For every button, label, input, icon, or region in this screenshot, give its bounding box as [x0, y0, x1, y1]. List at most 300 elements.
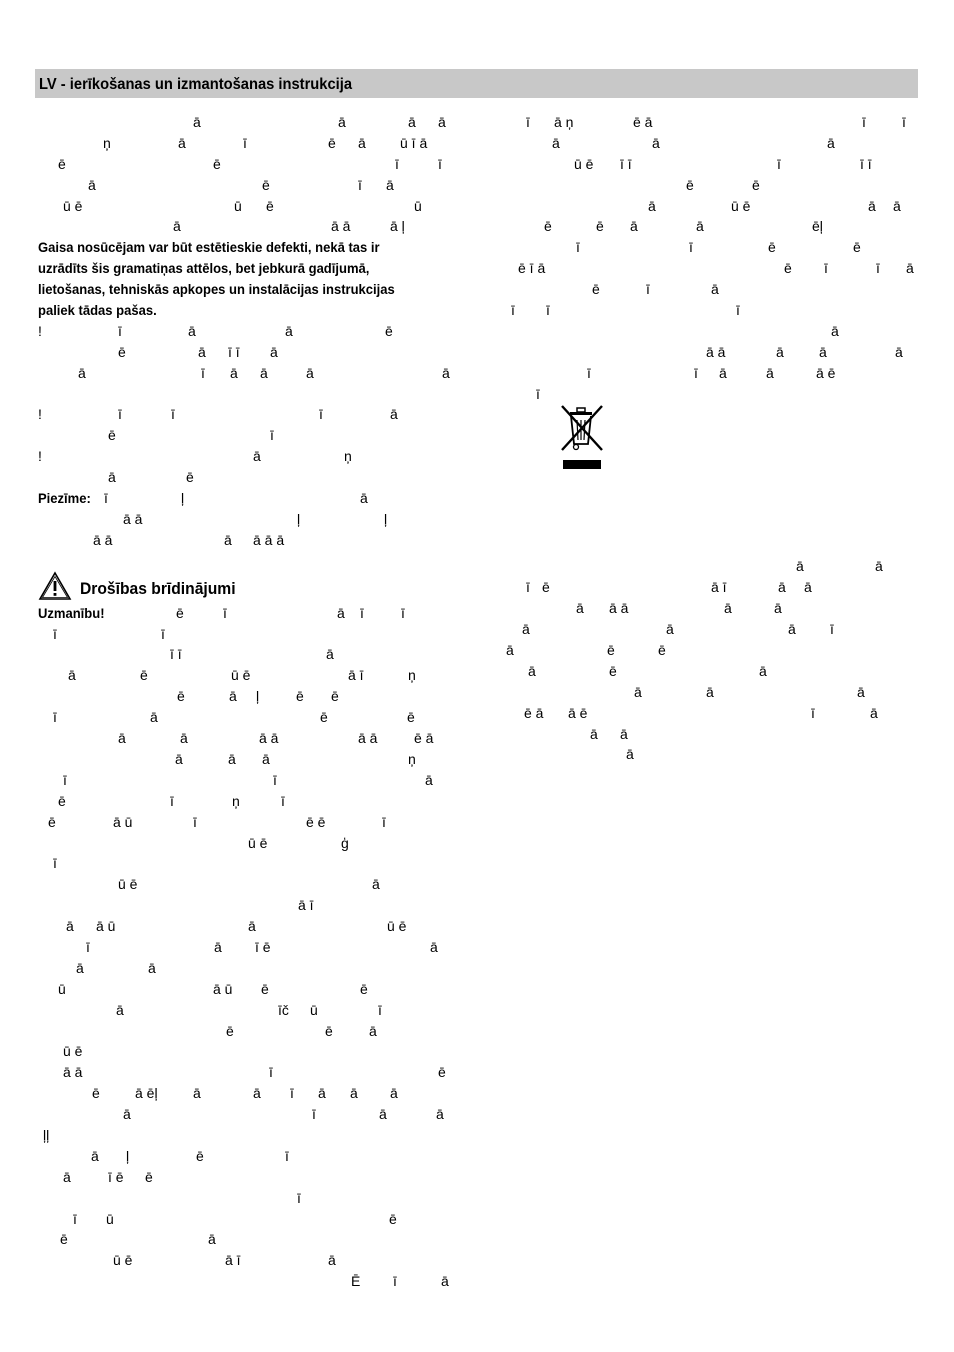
text-line: [38, 363, 453, 384]
text-fragment: ā: [906, 260, 914, 277]
text-fragment: ū ē: [113, 1252, 133, 1269]
text-fragment: ā ā: [259, 730, 279, 747]
text-fragment: ī: [393, 1273, 397, 1290]
text-line: [38, 603, 453, 624]
text-fragment: ū ē: [731, 197, 751, 214]
text-fragment: ģ: [341, 834, 349, 851]
text-fragment: ē: [389, 1210, 397, 1227]
text-fragment: īč: [278, 1001, 289, 1018]
text-line: [38, 1167, 453, 1188]
text-fragment: ī: [171, 406, 175, 423]
text-fragment: ē: [360, 980, 368, 997]
text-fragment: ā: [390, 406, 398, 423]
text-fragment: ā: [180, 730, 188, 747]
text-fragment: ā: [372, 876, 380, 893]
warnings-block: [38, 603, 453, 1292]
text-fragment: ī: [438, 155, 442, 172]
text-fragment: ī: [53, 625, 57, 642]
text-line: [506, 598, 918, 619]
section-title: Drošības brīdinājumi: [80, 578, 236, 598]
text-fragment: ā: [150, 709, 158, 726]
text-fragment: ā: [778, 579, 786, 596]
text-fragment: ā: [774, 600, 782, 617]
text-fragment: ā ī: [298, 897, 314, 914]
text-fragment: ā ā: [123, 510, 143, 527]
text-fragment: ū ē: [63, 197, 83, 214]
text-fragment: ī: [526, 114, 530, 130]
text-line: [38, 112, 453, 133]
inline-label: Uzmanību!: [38, 604, 105, 621]
text-line: [38, 1229, 453, 1250]
text-fragment: ā: [893, 197, 901, 214]
text-line: [506, 279, 918, 300]
text-fragment: ī: [401, 604, 405, 621]
text-fragment: ī: [546, 302, 550, 319]
text-fragment: ē: [407, 709, 415, 726]
text-fragment: ā: [719, 364, 727, 381]
text-line: [38, 624, 453, 645]
text-fragment: ī: [118, 322, 122, 339]
text-line: [506, 363, 918, 384]
section-header-bar: [35, 69, 918, 98]
text-fragment: ī: [736, 302, 740, 319]
text-fragment: ī: [201, 364, 205, 381]
text-fragment: ī ī: [170, 646, 182, 663]
text-fragment: ū ē: [118, 876, 138, 893]
text-fragment: ā: [118, 730, 126, 747]
text-fragment: ā: [230, 364, 238, 381]
text-fragment: ē: [262, 176, 270, 193]
text-fragment: ī: [536, 385, 540, 402]
text-fragment: ē: [752, 176, 760, 193]
text-fragment: ņ: [103, 134, 111, 151]
text-line: [38, 874, 453, 895]
text-fragment: ā: [193, 1085, 201, 1102]
text-fragment: ē: [266, 197, 274, 214]
text-fragment: ī ī: [228, 343, 240, 360]
text-fragment: ā: [108, 469, 116, 486]
text-line: [38, 488, 453, 509]
text-fragment: ā: [386, 176, 394, 193]
text-fragment: ī: [243, 134, 247, 151]
text-fragment: ī: [161, 625, 165, 642]
text-fragment: ē: [177, 688, 185, 705]
text-fragment: ē ā: [414, 730, 434, 747]
text-fragment: ā: [819, 343, 827, 360]
text-fragment: ī: [830, 621, 834, 638]
text-fragment: ī: [118, 406, 122, 423]
text-line: [38, 1271, 453, 1292]
text-fragment: ā: [178, 134, 186, 151]
text-fragment: ē: [658, 642, 666, 659]
text-fragment: ā: [208, 1231, 216, 1248]
text-fragment: ā: [78, 364, 86, 381]
section-header-title: LV - ierīkošanas un izmantošanas instrukcija: [39, 76, 353, 93]
text-fragment: ā: [229, 688, 237, 705]
text-line: [38, 467, 453, 488]
text-fragment: ū ē: [574, 155, 594, 172]
text-fragment: ē: [853, 239, 861, 256]
text-fragment: ā: [706, 683, 714, 700]
text-fragment: ļ: [384, 510, 388, 527]
text-fragment: ā ī: [348, 667, 364, 684]
text-fragment: ū: [58, 980, 66, 997]
text-fragment: ē: [213, 155, 221, 172]
text-fragment: ī ē: [108, 1168, 124, 1185]
text-fragment: ā: [148, 959, 156, 976]
text-fragment: ā: [696, 218, 704, 235]
text-fragment: ē: [58, 792, 66, 809]
text-fragment: ā ā ā: [253, 531, 285, 548]
text-fragment: ā: [253, 1085, 261, 1102]
text-fragment: ņ: [408, 750, 416, 767]
text-fragment: ā ēļ: [135, 1085, 158, 1102]
text-fragment: ē: [331, 688, 339, 705]
text-fragment: ā ā: [331, 218, 351, 235]
text-fragment: ē: [58, 155, 66, 172]
text-fragment: ī: [86, 938, 90, 955]
disposal-paragraph: [506, 556, 918, 765]
text-fragment: ā: [66, 918, 74, 935]
text-fragment: ā ā: [706, 343, 726, 360]
text-fragment: ā ā: [93, 531, 113, 548]
text-fragment: ā: [360, 490, 368, 507]
text-fragment: ā: [442, 364, 450, 381]
text-fragment: ī: [285, 1147, 289, 1164]
text-line: [38, 707, 453, 728]
text-fragment: !: [38, 322, 42, 339]
text-fragment: ē: [596, 218, 604, 235]
text-fragment: ī: [63, 771, 67, 788]
text-fragment: ī: [223, 604, 227, 621]
text-fragment: ā: [379, 1106, 387, 1123]
text-fragment: ā: [338, 114, 346, 130]
text-fragment: ā: [831, 322, 839, 339]
text-fragment: ā: [123, 1106, 131, 1123]
text-line: [506, 321, 918, 342]
text-fragment: ļ: [297, 510, 301, 527]
text-fragment: ē ē: [306, 813, 326, 830]
text-fragment: ā ī: [711, 579, 727, 596]
text-fragment: ū ē: [231, 667, 251, 684]
text-fragment: ā: [576, 600, 584, 617]
text-fragment: ī: [777, 155, 781, 172]
text-line: [506, 342, 918, 363]
text-fragment: ā: [724, 600, 732, 617]
text-fragment: ņ: [344, 448, 352, 465]
text-fragment: ā: [328, 1252, 336, 1269]
text-line: [38, 1021, 453, 1042]
text-fragment: ē: [768, 239, 776, 256]
text-fragment: ā: [857, 683, 865, 700]
bold-line: uzrādīts šis gramatiņas attēlos, bet jebkurā gadījumā,: [38, 260, 370, 277]
text-fragment: ā: [620, 725, 628, 742]
text-fragment: ļ: [181, 490, 185, 507]
text-fragment: ē: [60, 1231, 68, 1248]
text-fragment: ē: [196, 1147, 204, 1164]
text-fragment: ū ē: [248, 834, 268, 851]
left-column: [38, 112, 453, 1292]
text-fragment: ē ā: [633, 114, 653, 130]
text-fragment: ī: [273, 771, 277, 788]
text-fragment: ā: [895, 343, 903, 360]
text-fragment: ē: [609, 662, 617, 679]
text-fragment: ā: [285, 322, 293, 339]
text-fragment: ā: [634, 683, 642, 700]
text-fragment: ā: [590, 725, 598, 742]
text-line: [506, 133, 918, 154]
text-line: [38, 1146, 453, 1167]
text-line: [38, 530, 453, 551]
text-fragment: ēļ: [812, 218, 823, 235]
text-line: [38, 958, 453, 979]
text-fragment: ē: [385, 322, 393, 339]
text-fragment: ē ī ā: [518, 260, 546, 277]
text-line: [38, 1125, 453, 1146]
right-paragraph: [506, 112, 918, 404]
text-fragment: ā: [318, 1085, 326, 1102]
text-fragment: ē: [226, 1022, 234, 1039]
text-fragment: ī: [360, 604, 364, 621]
text-fragment: ā: [827, 134, 835, 151]
text-fragment: ē: [296, 688, 304, 705]
text-fragment: ī: [378, 1001, 382, 1018]
text-line: [38, 404, 453, 425]
text-fragment: ā: [759, 662, 767, 679]
text-fragment: ā: [528, 662, 536, 679]
text-fragment: ā: [253, 448, 261, 465]
text-fragment: ī: [312, 1106, 316, 1123]
text-line: [506, 577, 918, 598]
text-fragment: ā: [666, 621, 674, 638]
text-line: [506, 556, 918, 577]
text-line: [38, 1041, 453, 1062]
text-line: [38, 665, 453, 686]
text-line: [506, 216, 918, 237]
text-fragment: ā: [630, 218, 638, 235]
text-line: [506, 661, 918, 682]
text-line: [38, 446, 453, 467]
text-fragment: ā: [648, 197, 656, 214]
text-fragment: ē: [686, 176, 694, 193]
text-fragment: ā ā: [358, 730, 378, 747]
text-fragment: ā: [262, 750, 270, 767]
text-line: [506, 196, 918, 217]
text-fragment: ā: [88, 176, 96, 193]
text-fragment: !: [38, 448, 42, 465]
text-fragment: ā: [91, 1147, 99, 1164]
text-fragment: ī ī: [860, 155, 872, 172]
text-fragment: ā: [408, 114, 416, 130]
text-line: [38, 175, 453, 196]
text-line: [38, 916, 453, 937]
text-fragment: ā: [390, 1085, 398, 1102]
text-line: [38, 216, 453, 237]
text-fragment: ā: [711, 281, 719, 298]
text-line: [506, 154, 918, 175]
text-line: [506, 724, 918, 745]
text-fragment: Ē: [351, 1273, 361, 1290]
text-fragment: ē: [320, 709, 328, 726]
text-fragment: ī: [53, 709, 57, 726]
text-fragment: ā ū: [113, 813, 133, 830]
text-line: [506, 682, 918, 703]
text-fragment: ū: [310, 1001, 318, 1018]
text-fragment: ē: [186, 469, 194, 486]
text-line: [506, 300, 918, 321]
text-line: [506, 640, 918, 661]
text-fragment: ī: [862, 114, 866, 130]
text-fragment: ī: [902, 114, 906, 130]
text-line: [38, 853, 453, 874]
text-fragment: ī ē: [255, 938, 271, 955]
text-fragment: ā: [369, 1022, 377, 1039]
text-fragment: ē: [325, 1022, 333, 1039]
text-fragment: ī: [73, 1210, 77, 1227]
text-line: [38, 770, 453, 791]
text-fragment: ņ: [232, 792, 240, 809]
text-fragment: ē: [544, 218, 552, 235]
bold-line: paliek tādas pašas.: [38, 302, 157, 319]
text-line: [38, 1083, 453, 1104]
text-fragment: ī: [358, 176, 362, 193]
text-fragment: ā: [875, 558, 883, 575]
text-line: [38, 895, 453, 916]
text-fragment: ā: [430, 938, 438, 955]
text-fragment: ī: [395, 155, 399, 172]
text-fragment: ā: [270, 343, 278, 360]
text-line: [506, 744, 918, 765]
text-line: [38, 749, 453, 770]
text-fragment: ē ā: [524, 704, 544, 721]
text-fragment: ē: [261, 980, 269, 997]
text-fragment: ā: [116, 1001, 124, 1018]
text-fragment: ā: [193, 114, 201, 130]
bold-line: Gaisa nosūcējam var būt estētieskie defekti, nekā tas ir: [38, 239, 380, 256]
text-line: [38, 321, 453, 342]
text-line: [38, 791, 453, 812]
crossed-bin-icon: [558, 402, 606, 472]
text-fragment: ā: [214, 938, 222, 955]
text-fragment: ī: [382, 813, 386, 830]
text-fragment: ī: [824, 260, 828, 277]
text-line: [38, 133, 453, 154]
text-fragment: ū: [234, 197, 242, 214]
text-fragment: ā ū: [213, 980, 233, 997]
text-line: [506, 619, 918, 640]
text-fragment: ū ē: [63, 1043, 83, 1060]
text-fragment: ā ī: [225, 1252, 241, 1269]
text-fragment: ī: [526, 579, 530, 596]
text-fragment: ī: [170, 792, 174, 809]
text-fragment: ī: [646, 281, 650, 298]
text-fragment: ā: [248, 918, 256, 935]
text-fragment: ā: [870, 704, 878, 721]
text-fragment: ā: [626, 746, 634, 763]
text-fragment: ā: [326, 646, 334, 663]
note-block: [38, 488, 453, 551]
text-fragment: ļļ: [43, 1126, 50, 1143]
text-fragment: ē: [438, 1064, 446, 1081]
text-fragment: ā: [552, 134, 560, 151]
text-fragment: ī: [319, 406, 323, 423]
text-fragment: ņ: [408, 667, 416, 684]
text-fragment: ē: [784, 260, 792, 277]
text-fragment: ā: [198, 343, 206, 360]
text-line: [38, 833, 453, 854]
text-line: [506, 237, 918, 258]
text-fragment: ū ē: [387, 918, 407, 935]
text-fragment: ā: [804, 579, 812, 596]
text-line: [38, 425, 453, 446]
text-line: [38, 979, 453, 1000]
text-fragment: ī: [104, 490, 108, 507]
text-line: [38, 1250, 453, 1271]
text-fragment: ā: [173, 218, 181, 235]
text-fragment: ī: [689, 239, 693, 256]
text-fragment: ī: [576, 239, 580, 256]
text-fragment: ā: [175, 750, 183, 767]
text-fragment: ā: [260, 364, 268, 381]
text-fragment: ī: [270, 427, 274, 444]
text-fragment: ā: [224, 531, 232, 548]
text-fragment: ē: [176, 604, 184, 621]
text-fragment: ā: [436, 1106, 444, 1123]
text-fragment: ī: [193, 813, 197, 830]
text-fragment: ļ: [256, 688, 260, 705]
text-fragment: ā: [337, 604, 345, 621]
text-fragment: ā ū: [96, 918, 116, 935]
text-line: [38, 1209, 453, 1230]
text-line: [38, 509, 453, 530]
text-fragment: ī: [297, 1189, 301, 1206]
text-fragment: ā: [506, 642, 514, 659]
warning-triangle-icon: [38, 571, 72, 601]
text-line: [38, 686, 453, 707]
inline-label: Piezīme:: [38, 490, 91, 507]
text-fragment: ī: [694, 364, 698, 381]
text-line: [38, 644, 453, 665]
text-fragment: ā: [63, 1168, 71, 1185]
text-line: [506, 112, 918, 133]
notes-block-a: [38, 321, 453, 384]
text-line: [38, 812, 453, 833]
bold-line: lietošanas, tehniskās apkopes un instalācijas instrukcijas: [38, 281, 395, 298]
text-fragment: ē: [592, 281, 600, 298]
text-fragment: !: [38, 406, 42, 423]
text-line: [506, 703, 918, 724]
text-line: [38, 342, 453, 363]
text-line: [38, 1000, 453, 1021]
text-fragment: ē: [328, 134, 336, 151]
text-fragment: ē: [48, 813, 56, 830]
notes-block-b: [38, 404, 453, 488]
text-fragment: ā: [788, 621, 796, 638]
text-fragment: ā ņ: [554, 114, 574, 130]
text-fragment: ī: [269, 1064, 273, 1081]
text-fragment: ī: [876, 260, 880, 277]
text-fragment: ī: [587, 364, 591, 381]
intro-paragraph: [38, 112, 453, 237]
text-line: [38, 1062, 453, 1083]
text-fragment: ā: [776, 343, 784, 360]
text-fragment: ā ē: [568, 704, 588, 721]
text-fragment: ā ā: [63, 1064, 83, 1081]
safety-section-heading: [38, 569, 453, 603]
text-line: [38, 1104, 453, 1125]
text-fragment: ē: [145, 1168, 153, 1185]
text-fragment: ū: [106, 1210, 114, 1227]
